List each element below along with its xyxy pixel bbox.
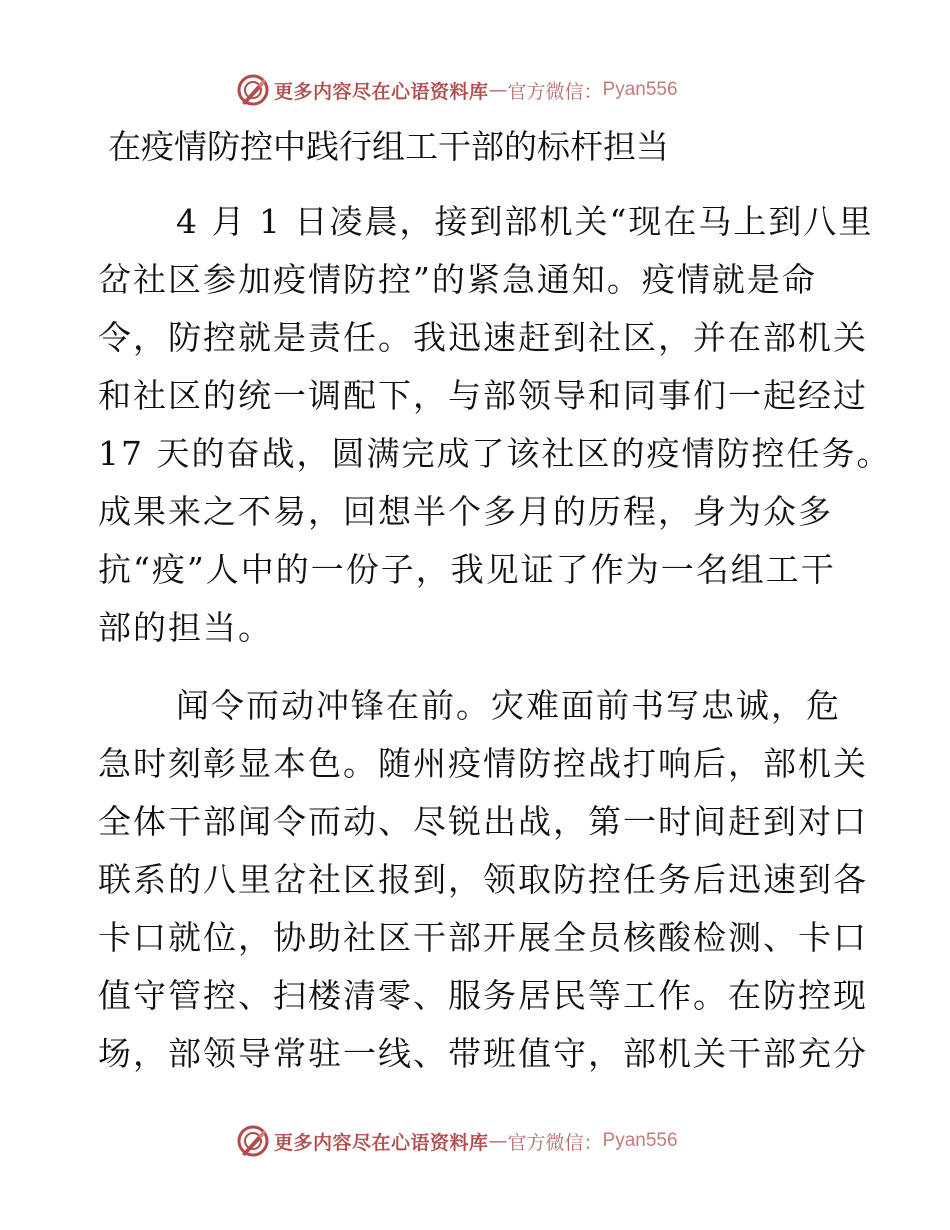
text-line: 部的担当。 [98,608,273,647]
text-line: 令，防控就是责任。我迅速赶到社区，并在部机关 [98,318,868,357]
text-line: 场，部领导常驻一线、带班值守，部机关干部充分 [98,1034,868,1073]
banner-wechat-label: 官方微信： [507,1131,603,1154]
paragraph-2 [98,677,868,1083]
text-line: 全体干部闻令而动、尽锐出战，第一时间赶到对口 [98,802,868,841]
banner-wechat-handle: Pyan556 [602,79,678,100]
banner-separator: — [488,1130,508,1152]
text-line: 值守管控、扫楼清零、服务居民等工作。在防控现 [98,976,868,1015]
header-banner [236,73,716,107]
text-line: 岔社区参加疫情防控”的紧急通知。疫情就是命 [98,260,817,299]
text-line: 卡口就位，协助社区干部开展全员核酸检测、卡口 [98,918,868,957]
text-line: 成果来之不易，回想半个多月的历程，身为众多 [98,492,833,531]
text-line: 抗“疫”人中的一份子，我见证了作为一名组工干 [98,550,836,589]
pen-logo-icon [236,73,270,107]
banner-main-text: 更多内容尽在心语资料库 [274,80,489,103]
text-line: 17 天的奋战，圆满完成了该社区的疫情防控任务。 [98,434,892,473]
text-line: 急时刻彰显本色。随州疫情防控战打响后，部机关 [98,744,868,783]
pen-logo-icon [236,1124,270,1158]
footer-banner [236,1124,716,1158]
text-line: 和社区的统一调配下，与部领导和同事们一起经过 [98,376,868,415]
paragraph-1 [98,193,892,657]
banner-main-text: 更多内容尽在心语资料库 [274,1131,489,1154]
document-title: 在疫情防控中践行组工干部的标杆担当 [108,127,669,166]
text-line: 联系的八里岔社区报到，领取防控任务后迅速到各 [98,860,868,899]
banner-wechat-label: 官方微信： [507,80,603,103]
text-line: 4 月 1 日凌晨，接到部机关“现在马上到八里 [176,202,874,241]
banner-wechat-handle: Pyan556 [602,1130,678,1151]
banner-separator: — [488,79,508,101]
text-line: 闻令而动冲锋在前。灾难面前书写忠诚，危 [176,686,841,725]
